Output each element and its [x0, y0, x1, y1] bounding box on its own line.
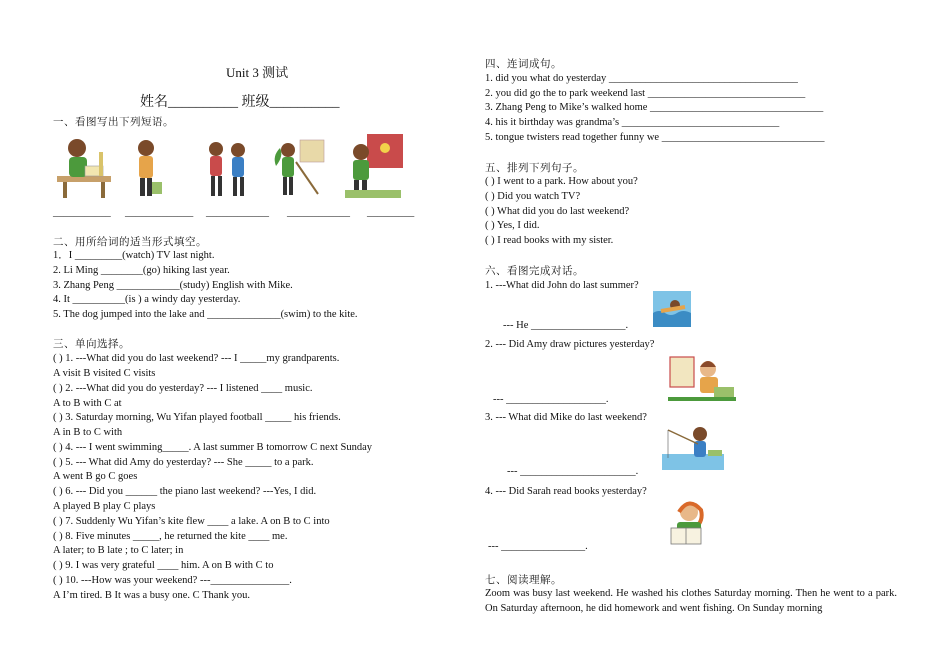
picture-boy-fishing	[662, 424, 724, 470]
choice-line: ( ) 7. Suddenly Wu Yifan’s kite flew ____ a lake. A on B to C into	[53, 516, 330, 527]
choice-line: A went B go C goes	[53, 471, 138, 482]
fill-item-4: 4. It __________(is ) a windy day yesterday.	[53, 294, 241, 305]
choice-line: A visit B visited C visits	[53, 368, 156, 379]
choice-line: A to B with C at	[53, 398, 122, 409]
dialog-answer-4[interactable]: --- ________________.	[488, 541, 588, 552]
section-7-heading: 七、阅读理解。	[485, 575, 562, 586]
choice-line: ( ) 5. --- What did Amy do yesterday? --- She _____ to a park.	[53, 457, 314, 468]
choice-line: ( ) 4. --- I went swimming_____. A last summer B tomorrow C next Sunday	[53, 442, 373, 453]
dialog-answer-2[interactable]: --- ___________________.	[493, 394, 609, 405]
order-item-4: ( ) Yes, I did.	[485, 220, 540, 231]
dialog-question-3: 3. --- What did Mike do last weekend?	[485, 412, 647, 423]
section-5-heading: 五、排列下列句子。	[485, 163, 584, 174]
choice-line: A later; to B late ; to C later; in	[53, 545, 184, 556]
sentence-item-4: 4. his it birthday was grandma’s ______________________________	[485, 117, 780, 128]
choice-line: A in B to C with	[53, 427, 123, 438]
blank-4[interactable]: ____________	[287, 207, 350, 218]
order-item-3: ( ) What did you do last weekend?	[485, 206, 630, 217]
choice-line: A played B play C plays	[53, 501, 156, 512]
name-class-row: 姓名__________ 班级__________	[140, 95, 340, 110]
dialog-answer-1[interactable]: --- He __________________.	[503, 320, 629, 331]
sentence-item-5: 5. tongue twisters read together funny we _______________________________	[485, 132, 825, 143]
choice-line: ( ) 8. Five minutes _____, he returned the kite ____ me.	[53, 531, 288, 542]
fill-item-2: 2. Li Ming ________(go) hiking last year.	[53, 265, 230, 276]
picture-girl-drawing	[668, 353, 736, 403]
choice-line: ( ) 9. I was very grateful ____ him. A on B with C to	[53, 560, 274, 571]
dialog-question-4: 4. --- Did Sarah read books yesterday?	[485, 486, 647, 497]
blank-1[interactable]: ___________	[53, 207, 111, 218]
dialog-question-2: 2. --- Did Amy draw pictures yesterday?	[485, 339, 655, 350]
picture-cleaning-room	[270, 136, 326, 200]
dialog-question-1: 1. ---What did John do last summer?	[485, 280, 639, 291]
sentence-item-3: 3. Zhang Peng to Mike’s walked home _________________________________	[485, 102, 824, 113]
dialog-answer-3[interactable]: --- ______________________.	[507, 466, 639, 477]
picture-reading-at-desk	[55, 132, 113, 200]
section-1-heading: 一、看图写出下列短语。	[53, 117, 174, 128]
fill-item-1: 1．I _________(watch) TV last night.	[53, 250, 215, 261]
sentence-item-1: 1. did you what do yesterday ____________________________________	[485, 73, 798, 84]
section-2-heading: 二、用所给词的适当形式填空。	[53, 237, 207, 248]
order-item-5: ( ) I read books with my sister.	[485, 235, 614, 246]
section-6-heading: 六、看图完成对话。	[485, 266, 584, 277]
fill-item-5: 5. The dog jumped into the lake and ______________(swim) to the kite.	[53, 309, 358, 320]
blank-2[interactable]: _____________	[125, 207, 194, 218]
sentence-item-2: 2. you did go the to park weekend last ______________________________	[485, 88, 806, 99]
choice-line: ( ) 3. Saturday morning, Wu Yifan played football _____ his friends.	[53, 412, 341, 423]
choice-line: ( ) 6. --- Did you ______ the piano last weekend? ---Yes, I did.	[53, 486, 317, 497]
picture-girl-reading	[667, 500, 713, 548]
picture-boy-watering	[130, 138, 166, 200]
section-3-heading: 三、单向选择。	[53, 339, 130, 350]
blank-5[interactable]: _________	[367, 207, 415, 218]
order-item-2: ( ) Did you watch TV?	[485, 191, 581, 202]
section-4-heading: 四、连词成句。	[485, 59, 562, 70]
order-item-1: ( ) I went to a park. How about you?	[485, 176, 638, 187]
choice-line: ( ) 10. ---How was your weekend? ---_______________.	[53, 575, 292, 586]
picture-playing-outside	[343, 134, 405, 200]
choice-line: ( ) 1. ---What did you do last weekend? --- I _____my grandparents.	[53, 353, 340, 364]
page-title: Unit 3 测试	[226, 65, 289, 80]
fill-item-3: 3. Zhang Peng ____________(study) English with Mike.	[53, 280, 293, 291]
picture-swimming	[653, 291, 691, 327]
picture-two-people-dancing	[200, 140, 256, 200]
reading-passage: Zoom was busy last weekend. He washed his clothes Saturday morning. Then he went to a park. On Saturday afternoon, he did homework and went fishing. On Sunday morning	[485, 588, 897, 614]
choice-line: A I’m tired. B It was a busy one. C Thank you.	[53, 590, 250, 601]
blank-3[interactable]: ____________	[206, 207, 269, 218]
choice-line: ( ) 2. ---What did you do yesterday? --- I listened ____ music.	[53, 383, 313, 394]
